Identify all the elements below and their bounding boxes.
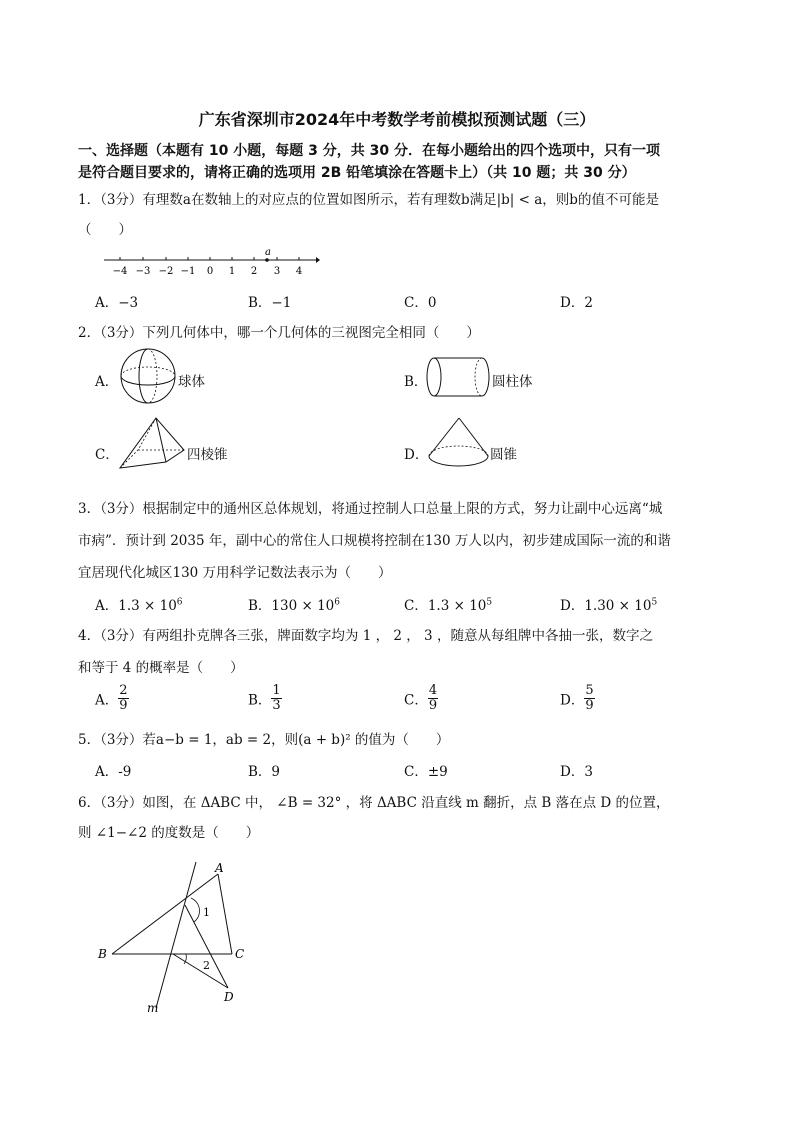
q2-option-d-label: 圆锥 [490,447,517,463]
q4-option-c[interactable] [404,684,438,713]
question-3-line2: 市病”．预计到 2035 年，副中心的常住人口规模将控制在130 万人以内，初步建成国际一流的和谐 [78,533,671,549]
tick-label: −1 [180,266,196,276]
q2-option-d-letter[interactable]: D． [404,447,429,463]
number-line-figure [98,246,320,276]
tick-label: 1 [228,266,236,276]
q2-option-a-label: 球体 [178,374,205,390]
q3-option-a[interactable] [95,594,183,614]
option-letter: D． [560,598,585,614]
number-line-arrow [316,257,320,263]
numerator: 5 [585,683,594,698]
option-base: 130 × 10 [271,598,335,614]
option-letter: A． [95,692,119,709]
q2-option-a-letter[interactable]: A． [95,374,119,390]
q1-option-b[interactable]: B．−1 [248,295,292,311]
point-a-dot [265,258,269,262]
denominator: 9 [119,698,128,713]
question-4-line2: 和等于 4 的概率是（ ） [78,660,244,676]
option-exponent: 6 [176,597,183,608]
question-3-line3: 宜居现代化城区130 万用科学记数法表示为（ ） [78,565,392,581]
triangle-fold-figure [90,860,260,1020]
q1-option-a[interactable]: A．−3 [95,295,139,311]
section-header-line1: 一、选择题（本题有 10 小题，每题 3 分，共 30 分．在每小题给出的四个选项中，只有一项 [78,143,660,159]
question-1-paren: （ ） [78,222,132,238]
tick-label: −2 [158,266,174,276]
vertex-label-c: C [235,947,245,961]
option-exponent: 5 [486,597,493,608]
tick-label: 4 [295,266,303,276]
question-6-line1: 6．（3分）如图，在 ΔABC 中， ∠B = 32° ，将 ΔABC 沿直线 m 翻折，点 B 落在点 D 的位置， [78,795,670,811]
option-letter: A． [95,598,119,614]
question-2-text: 2．（3分）下列几何体中，哪一个几何体的三视图完全相同（ ） [78,325,480,341]
question-1-text: 1．（3分）有理数a在数轴上的对应点的位置如图所示，若有理数b满足|b| < a，则b的值不可能是 [78,192,659,208]
angle-1-label: 1 [203,906,210,919]
line-label-m: m [147,1001,159,1015]
q1-option-d[interactable]: D．2 [560,295,593,311]
option-letter: C． [404,598,428,614]
vertex-label-b: B [98,947,107,961]
point-a-label: a [265,247,271,258]
q5-option-a[interactable]: A．-9 [95,764,132,780]
tick-label: 3 [273,266,281,276]
page-title: 广东省深圳市2024年中考数学考前模拟预测试题（三） [198,110,596,129]
sphere-figure [119,347,177,405]
q2-option-c-label: 四棱锥 [187,447,228,463]
denominator: 3 [272,698,281,713]
question-3-line1: 3．（3分）根据制定中的通州区总体规划，将通过控制人口总量上限的方式，努力让副中心远离“城 [78,501,663,517]
numerator: 2 [119,683,128,698]
q3-option-c[interactable] [404,594,492,614]
tick-label: 0 [206,266,214,276]
option-exponent: 6 [334,597,340,608]
fraction [584,684,594,713]
numerator: 4 [428,683,438,698]
fraction [428,684,438,713]
q4-option-d[interactable] [560,684,595,713]
vertex-label-d: D [224,990,234,1004]
tick-label: 2 [250,266,258,276]
denominator: 9 [428,698,438,713]
q2-option-b-letter[interactable]: B． [404,374,428,390]
q4-option-a[interactable] [95,684,129,713]
fraction [118,684,128,713]
option-letter: D． [560,692,585,709]
q1-option-c[interactable]: C．0 [404,295,437,311]
q3-option-b[interactable] [248,594,340,614]
segment-ac [218,874,232,954]
q4-option-b[interactable] [248,684,282,713]
option-exponent: 5 [651,597,658,608]
cylinder-figure [426,356,490,398]
question-6-line2: 则 ∠1−∠2 的度数是（ ） [78,825,260,841]
pyramid-figure [118,416,186,470]
q3-option-d[interactable] [560,594,657,614]
option-base: 1.3 × 10 [118,598,177,614]
fold-line-m [156,862,196,1008]
section-header-line2: 是符合题目要求的，请将正确的选项用 2B 铅笔填涂在答题卡上）（共 10 题；共 30 分） [78,165,636,181]
q2-option-c-letter[interactable]: C． [95,447,119,463]
option-letter: B． [248,692,272,709]
numerator: 1 [272,683,281,698]
q5-option-b[interactable]: B．9 [248,764,281,780]
question-4-line1: 4．（3分）有两组扑克牌各三张，牌面数字均为 1 ， 2 ， 3 ，随意从每组牌中各抽一张，数字之 [78,628,653,644]
cone-figure [426,416,490,472]
q2-option-b-label: 圆柱体 [492,374,533,390]
vertex-label-a: A [215,861,224,875]
option-letter: C． [404,692,428,709]
fraction [271,684,281,713]
option-base: 1.30 × 10 [584,598,652,614]
q5-option-d[interactable]: D．3 [560,764,593,780]
q5-option-c[interactable]: C．±9 [404,764,448,780]
denominator: 9 [585,698,594,713]
option-letter: B． [248,598,272,614]
tick-label: −3 [135,266,151,276]
option-base: 1.3 × 10 [427,598,487,614]
tick-label: −4 [112,266,128,276]
question-5-text: 5．（3分）若a−b = 1，ab = 2，则(a + b)² 的值为（ ） [78,732,450,748]
angle-2-label: 2 [203,959,210,972]
